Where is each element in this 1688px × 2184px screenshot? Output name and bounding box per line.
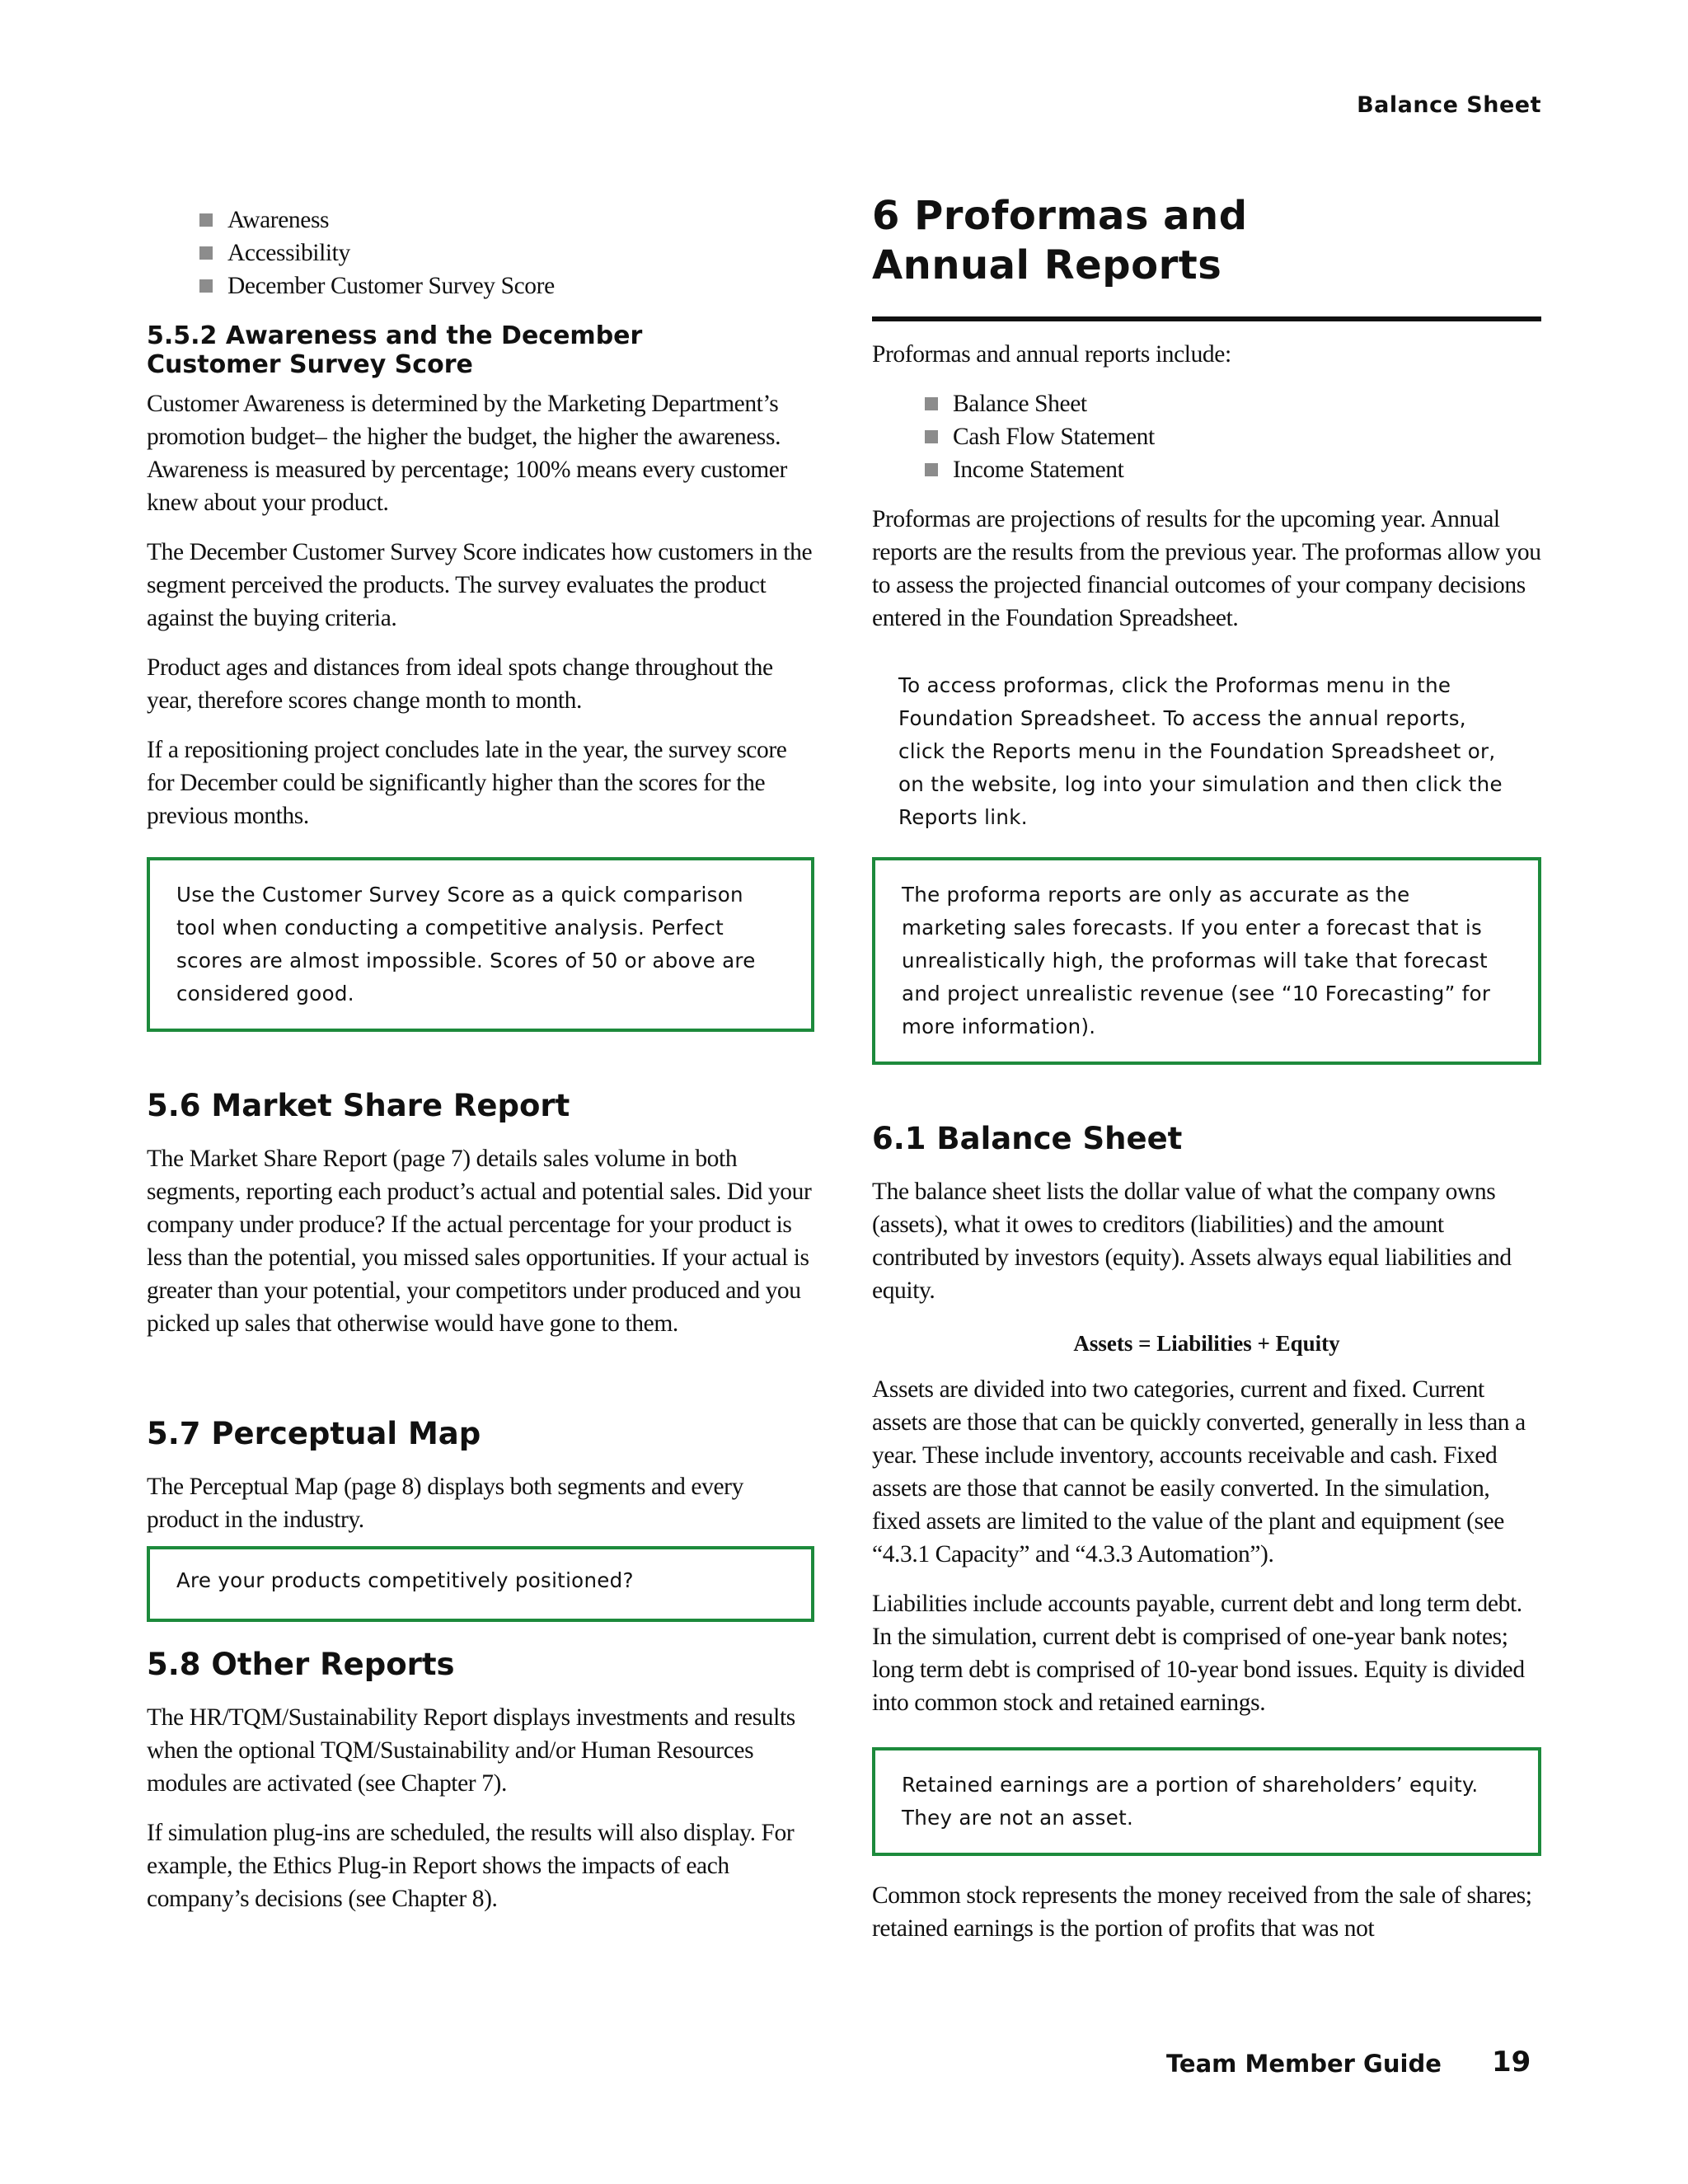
paragraph: The balance sheet lists the dollar value of what the company owns (assets), what it owes to creditors (liabilities) and the amount contributed by investors (equity). Assets always equal liabilities and equity. xyxy=(872,1179,1512,1304)
paragraph: If a repositioning project concludes late in the year, the survey score for December could be significantly higher than the scores for the previous months. xyxy=(147,737,787,829)
page-number: 19 xyxy=(1492,2046,1531,2079)
square-bullet-icon xyxy=(925,463,938,476)
tip-text: Use the Customer Survey Score as a quick comparison tool when conducting a competitive analysis. Perfect scores are almost impossible. Scores of 50 or above are considered good. xyxy=(176,883,756,1005)
section-5-6-heading: 5.6 Market Share Report xyxy=(147,1088,570,1123)
square-bullet-icon xyxy=(199,213,213,227)
list-item xyxy=(925,453,1541,486)
section-5-5-2-heading xyxy=(147,321,814,379)
paragraph: The HR/TQM/Sustainability Report displays investments and results when the optional TQM/Sustainability and/or Human Resources modules are activated (see Chapter 7). xyxy=(147,1704,795,1797)
tip-text: The proforma reports are only as accurate as the marketing sales forecasts. If you enter a forecast that is unrealistically high, the proformas will take that forecast and project unrealistic revenue (see “10 Forecasting” for more information). xyxy=(902,883,1491,1038)
section-5-8-heading: 5.8 Other Reports xyxy=(147,1647,455,1682)
square-bullet-icon xyxy=(199,246,213,260)
paragraph: The Market Share Report (page 7) details sales volume in both segments, reporting each product’s actual and potential sales. Did your company under produce? If the actual percentage for your product is less than the potential, you missed sales opportunities. If your actual is greater than your potential, your competitors under produced and you picked up sales that otherwise would have gone to them. xyxy=(147,1146,812,1337)
list-item-text: Awareness xyxy=(227,207,330,233)
report-bullet-list xyxy=(925,387,1541,486)
list-item xyxy=(199,269,814,302)
running-header: Balance Sheet xyxy=(1357,92,1541,118)
list-item-text: Cash Flow Statement xyxy=(953,424,1155,450)
chapter-title-line: Annual Reports xyxy=(872,242,1222,288)
square-bullet-icon xyxy=(925,397,938,410)
paragraph: Liabilities include accounts payable, current debt and long term debt. In the simulation, current debt is comprised of one-year bank notes; long term debt is comprised of 10-year bond issues. Equity is divided into common stock and retained earnings. xyxy=(872,1591,1525,1716)
survey-score-tip-box xyxy=(147,857,814,1032)
access-note xyxy=(872,669,1541,834)
list-item-text: Accessibility xyxy=(227,240,350,266)
list-item xyxy=(199,204,814,237)
paragraph: Proformas and annual reports include: xyxy=(872,341,1231,368)
square-bullet-icon xyxy=(199,279,213,293)
positioning-tip-box xyxy=(147,1546,814,1622)
retained-earnings-tip-box xyxy=(872,1747,1541,1856)
footer-guide-title: Team Member Guide xyxy=(1166,2050,1442,2078)
paragraph: Common stock represents the money received from the sale of shares; retained earnings is the portion of profits that was not xyxy=(872,1882,1532,1942)
heading-line: 5.5.2 Awareness and the December xyxy=(147,321,643,350)
heading-line: Customer Survey Score xyxy=(147,350,473,379)
paragraph: Product ages and distances from ideal spots change throughout the year, therefore scores change month to month. xyxy=(147,654,773,714)
list-item-text: Income Statement xyxy=(953,457,1124,483)
paragraph: If simulation plug-ins are scheduled, the results will also display. For example, the Ethics Plug-in Report shows the impacts of each company’s decisions (see Chapter 8). xyxy=(147,1820,795,1912)
list-item xyxy=(199,237,814,269)
square-bullet-icon xyxy=(925,430,938,443)
chapter-divider xyxy=(872,316,1541,321)
list-item xyxy=(925,387,1541,420)
awareness-bullet-list xyxy=(199,204,814,302)
section-5-7-heading: 5.7 Perceptual Map xyxy=(147,1416,481,1451)
paragraph: Proformas are projections of results for the upcoming year. Annual reports are the results from the previous year. The proformas allow you to assess the projected financial outcomes of your company decisions entered in the Foundation Spreadsheet. xyxy=(872,506,1541,631)
section-6-1-heading: 6.1 Balance Sheet xyxy=(872,1121,1183,1156)
paragraph: Customer Awareness is determined by the Marketing Department’s promotion budget– the higher the budget, the higher the awareness. Awareness is measured by percentage; 100% means every customer knew about your product. xyxy=(147,391,787,516)
note-text: To access proformas, click the Proformas menu in the Foundation Spreadsheet. To access the annual reports, click the Reports menu in the Foundation Spreadsheet or, on the website, log into your simulation and then click the Reports link. xyxy=(898,673,1503,829)
proforma-tip-box xyxy=(872,857,1541,1065)
list-item-text: Balance Sheet xyxy=(953,391,1087,417)
paragraph: The December Customer Survey Score indicates how customers in the segment perceived the products. The survey evaluates the product against the buying criteria. xyxy=(147,539,813,631)
tip-text: Retained earnings are a portion of shareholders’ equity. They are not an asset. xyxy=(902,1773,1479,1830)
list-item-text: December Customer Survey Score xyxy=(227,273,555,299)
chapter-title xyxy=(872,191,1541,290)
paragraph: The Perceptual Map (page 8) displays both segments and every product in the industry. xyxy=(147,1474,743,1533)
list-item xyxy=(925,420,1541,453)
balance-formula: Assets = Liabilities + Equity xyxy=(1073,1331,1340,1356)
paragraph: Assets are divided into two categories, current and fixed. Current assets are those that can be quickly converted, generally in less than a year. These include inventory, accounts receivable and cash. Fixed assets are those that cannot be easily converted. In the simulation, fixed assets are limited to the value of the plant and equipment (see “4.3.1 Capacity” and “4.3.3 Automation”). xyxy=(872,1376,1526,1568)
chapter-title-line: 6 Proformas and xyxy=(872,193,1248,239)
tip-text: Are your products competitively positioned? xyxy=(176,1568,634,1592)
